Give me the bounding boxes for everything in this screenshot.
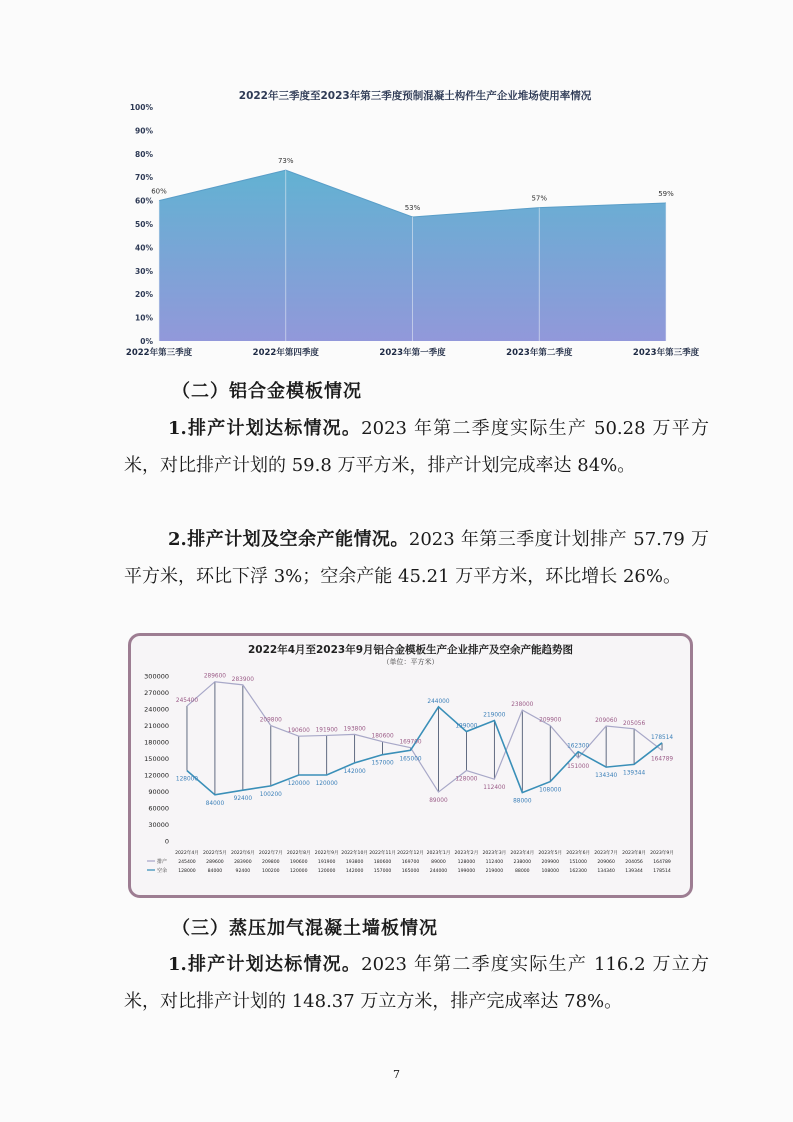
- point-label: 157000: [371, 760, 394, 767]
- section-heading-aluminum: （二）铝合金模板情况: [172, 381, 362, 402]
- point-label: 169700: [399, 739, 422, 746]
- table-value: 139344: [625, 869, 643, 874]
- point-label: 191900: [315, 727, 338, 734]
- table-category: 2023年7月: [594, 851, 619, 856]
- y-tick-label: 300000: [144, 672, 169, 681]
- table-value: 120000: [317, 869, 336, 874]
- paragraph-aluminum-plan: [124, 410, 709, 484]
- table-value: 199000: [457, 869, 476, 874]
- table-category: 2022年5月: [203, 851, 227, 856]
- table-value: 204056: [625, 860, 643, 865]
- point-label: 128000: [455, 776, 478, 783]
- table-value: 165000: [401, 869, 420, 874]
- y-tick-label: 180000: [144, 738, 169, 747]
- point-label: 209800: [259, 717, 282, 724]
- table-value: 100200: [262, 869, 280, 874]
- point-label: 89000: [429, 798, 448, 805]
- point-label: 199000: [455, 723, 478, 730]
- table-category: 2023年5月: [538, 851, 563, 856]
- point-label: 92400: [233, 796, 253, 803]
- table-value: 209900: [541, 860, 560, 865]
- table-value: 157000: [373, 869, 392, 874]
- table-value: 219000: [485, 869, 504, 874]
- point-label: 193800: [343, 726, 366, 733]
- point-label: 134340: [595, 773, 618, 780]
- table-value: 244000: [429, 869, 448, 874]
- point-label: 128000: [175, 776, 199, 783]
- table-category: 2022年8月: [286, 851, 311, 856]
- point-label: 108000: [539, 787, 562, 794]
- table-value: 209800: [262, 860, 280, 865]
- series-line-spare: [187, 707, 662, 795]
- y-tick-label: 0: [164, 837, 169, 846]
- y-tick-label: 240000: [144, 705, 169, 714]
- series-line-scheduled: [187, 682, 662, 792]
- y-tick-label: 70%: [135, 173, 153, 183]
- point-label: 289600: [203, 673, 226, 680]
- x-tick-label: 2023年第一季度: [379, 348, 446, 358]
- point-label: 100200: [259, 791, 282, 798]
- y-tick-label: 30%: [135, 266, 153, 276]
- table-value: 88000: [514, 869, 530, 874]
- paragraph-aluminum-capacity: [124, 521, 709, 595]
- table-value: 142000: [345, 869, 364, 874]
- y-tick-label: 40%: [135, 243, 153, 253]
- chart2-frame: [128, 633, 693, 898]
- table-value: 180600: [373, 860, 392, 865]
- table-value: 190600: [289, 860, 308, 865]
- table-value: 193800: [345, 860, 364, 865]
- table-category: 2022年11月: [369, 851, 396, 856]
- chart2-line-chart: [131, 636, 690, 895]
- point-label: 190600: [287, 728, 310, 735]
- table-value: 283900: [234, 860, 252, 865]
- point-label: 180600: [371, 733, 394, 740]
- point-label: 244000: [427, 698, 450, 705]
- y-tick-label: 60000: [148, 804, 169, 813]
- legend-label: 排产: [157, 859, 168, 865]
- x-tick-label: 2023年第二季度: [506, 348, 573, 358]
- table-value: 238000: [513, 860, 532, 865]
- point-label: 139344: [623, 770, 646, 777]
- point-label: 209060: [595, 718, 618, 725]
- page-number: 7: [393, 1068, 400, 1081]
- table-value: 112400: [485, 860, 504, 865]
- data-label: 57%: [531, 194, 548, 203]
- point-label: 151000: [567, 763, 590, 770]
- paragraph-lead: 1.排产计划达标情况。: [168, 418, 362, 439]
- point-label: 219000: [483, 712, 506, 719]
- table-value: 209060: [597, 860, 615, 865]
- table-value: 120000: [289, 869, 308, 874]
- y-tick-label: 0%: [140, 337, 153, 346]
- table-value: 128000: [457, 860, 476, 865]
- table-category: 2023年9月: [650, 851, 674, 856]
- table-category: 2022年9月: [314, 851, 339, 856]
- y-tick-label: 30000: [148, 821, 169, 829]
- table-category: 2023年1月: [426, 851, 451, 856]
- table-value: 178514: [653, 869, 671, 874]
- data-label: 60%: [151, 187, 167, 196]
- data-label: 73%: [277, 157, 294, 166]
- table-value: 245400: [178, 860, 196, 865]
- y-tick-label: 150000: [144, 755, 169, 763]
- paragraph-lead: 1.排产计划达标情况。: [168, 954, 362, 975]
- data-label: 59%: [658, 189, 674, 198]
- table-category: 2023年6月: [566, 851, 591, 856]
- table-category: 2023年8月: [622, 851, 646, 856]
- paragraph-text: 2023 年第二季度实际生产 116.2 万立方米，对比排产计划的 148.37 万立方米，排产完成率达 78%。: [124, 954, 709, 1012]
- table-value: 89000: [431, 860, 446, 865]
- table-category: 2023年3月: [482, 851, 507, 856]
- y-tick-label: 50%: [135, 220, 153, 229]
- y-tick-label: 120000: [144, 771, 169, 780]
- point-label: 162300: [567, 743, 590, 750]
- point-label: 245400: [175, 698, 199, 705]
- y-tick-label: 80%: [135, 149, 153, 159]
- point-label: 283900: [231, 676, 254, 683]
- y-tick-label: 90%: [135, 126, 153, 136]
- paragraph-text: 2023 年第三季度计划排产 57.79 万平方米，环比下浮 3%；空余产能 45.21 万平方米，环比增长 26%。: [124, 529, 709, 587]
- table-value: 134340: [597, 869, 615, 874]
- chart1-area-chart: [115, 100, 705, 365]
- x-tick-label: 2022年第四季度: [252, 348, 319, 358]
- data-label: 53%: [404, 203, 421, 212]
- table-value: 84000: [207, 869, 223, 874]
- table-category: 2022年7月: [258, 851, 283, 856]
- table-category: 2023年2月: [454, 851, 479, 856]
- point-label: 205056: [623, 720, 646, 727]
- table-value: 128000: [178, 869, 196, 874]
- table-category: 2022年12月: [397, 851, 424, 856]
- table-category: 2023年4月: [510, 851, 535, 856]
- table-category: 2022年6月: [230, 851, 255, 856]
- table-value: 164789: [653, 860, 671, 865]
- y-tick-label: 210000: [144, 722, 169, 730]
- table-value: 151000: [569, 860, 587, 865]
- y-tick-label: 90000: [148, 788, 169, 796]
- paragraph-text: 2023 年第二季度实际生产 50.28 万平方米，对比排产计划的 59.8 万平方米，排产计划完成率达 84%。: [124, 418, 709, 476]
- legend-label: 空余: [157, 868, 168, 874]
- chart2-title: 2022年4月至2023年9月铝合金模板生产企业排产及空余产能趋势图: [247, 644, 574, 656]
- point-label: 112400: [483, 785, 506, 792]
- x-tick-label: 2022年第三季度: [125, 348, 193, 358]
- section-heading-aac-panel: （三）蒸压加气混凝土墙板情况: [172, 918, 438, 939]
- table-value: 108000: [541, 869, 560, 874]
- point-label: 164789: [650, 756, 674, 763]
- point-label: 142000: [343, 768, 366, 775]
- chart1-title: 2022年三季度至2023年第三季度预制混凝土构件生产企业堆场使用率情况: [238, 90, 592, 102]
- table-value: 191900: [317, 860, 336, 865]
- chart2-unit: （单位：平方米）: [382, 658, 439, 666]
- table-value: 162300: [569, 869, 587, 874]
- point-label: 165000: [399, 756, 422, 763]
- x-tick-label: 2023年第三季度: [632, 348, 700, 358]
- table-value: 169700: [401, 860, 420, 865]
- y-tick-label: 270000: [144, 689, 169, 697]
- point-label: 84000: [205, 800, 225, 807]
- point-label: 238000: [511, 702, 534, 709]
- paragraph-lead: 2.排产计划及空余产能情况。: [168, 529, 409, 550]
- point-label: 209900: [539, 717, 562, 724]
- y-tick-label: 20%: [135, 290, 153, 300]
- point-label: 120000: [315, 781, 338, 787]
- point-label: 120000: [287, 781, 310, 787]
- table-value: 289600: [206, 860, 224, 865]
- table-category: 2022年10月: [341, 851, 369, 856]
- y-tick-label: 60%: [135, 196, 153, 206]
- table-category: 2022年4月: [175, 851, 199, 856]
- y-tick-label: 100%: [129, 103, 153, 112]
- table-value: 92400: [235, 869, 251, 874]
- point-label: 88000: [513, 798, 532, 805]
- paragraph-aac-plan: [124, 946, 709, 1020]
- y-tick-label: 10%: [135, 313, 153, 323]
- point-label: 178514: [650, 734, 674, 741]
